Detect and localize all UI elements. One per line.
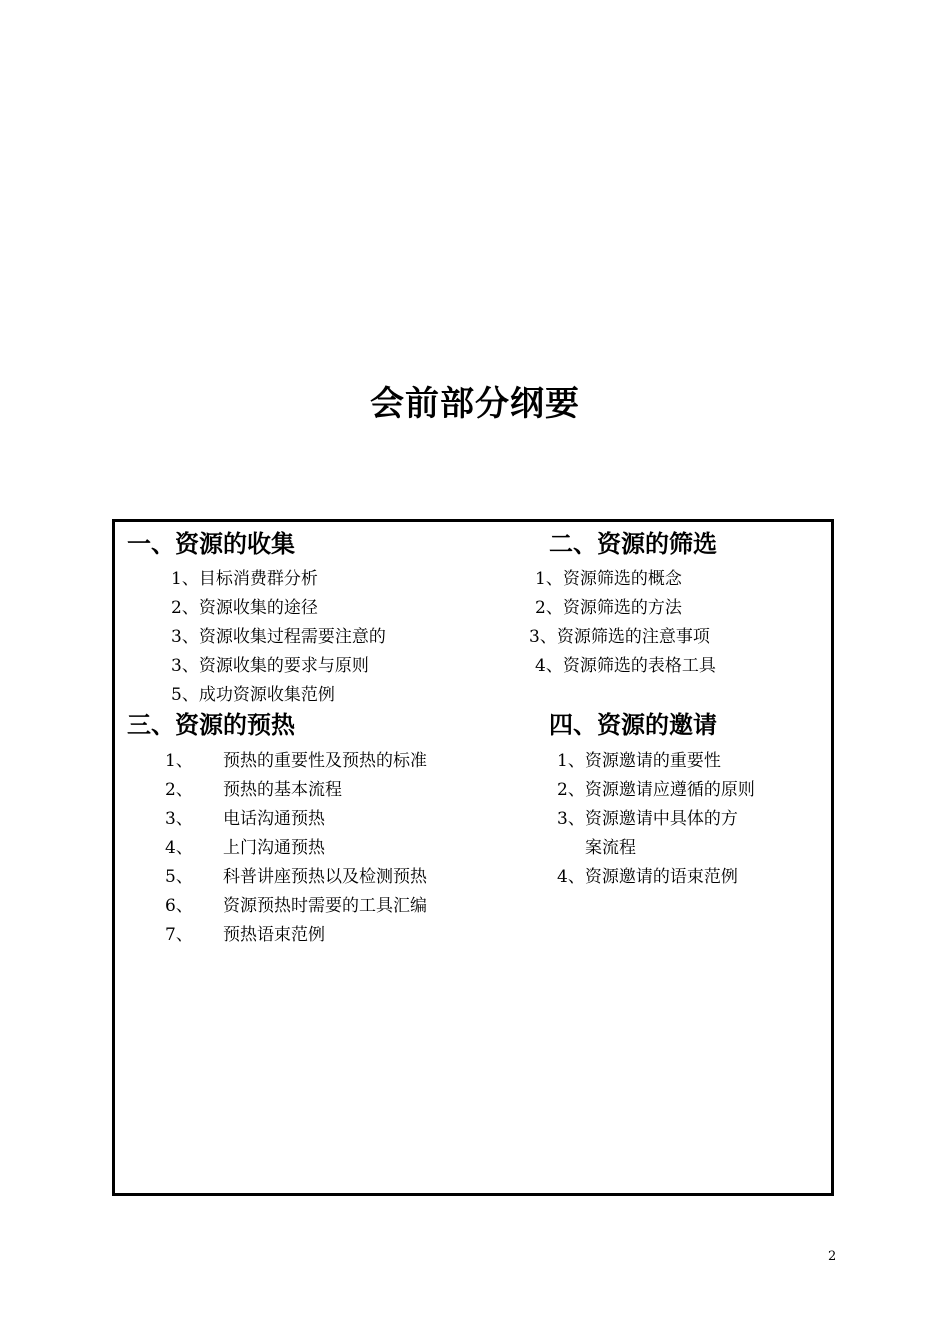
item-number: 3、 (165, 809, 193, 829)
list-item (165, 923, 325, 947)
item-text: 预热的重要性及预热的标准 (223, 751, 427, 771)
list-item: 3、资源收集的要求与原则 (171, 656, 369, 676)
section-heading-invitation: 四、资源的邀请 (549, 711, 717, 739)
item-text: 预热的基本流程 (223, 780, 342, 800)
item-text: 预热语束范例 (223, 925, 325, 945)
outline-box (112, 519, 834, 1196)
item-number: 4、 (165, 838, 193, 858)
list-item: 4、资源筛选的表格工具 (535, 656, 716, 676)
list-item (165, 807, 325, 831)
list-item (165, 836, 325, 860)
list-item: 2、资源邀请应遵循的原则 (557, 780, 755, 800)
item-text: 电话沟通预热 (223, 809, 325, 829)
page-title: 会前部分纲要 (370, 384, 580, 424)
list-item: 案流程 (585, 838, 636, 858)
list-item: 3、资源收集过程需要注意的 (171, 627, 386, 647)
item-number: 6、 (165, 896, 193, 916)
section-heading-collection: 一、资源的收集 (127, 530, 295, 558)
list-item (165, 778, 342, 802)
section-heading-screening: 二、资源的筛选 (549, 530, 717, 558)
list-item (165, 749, 427, 773)
list-item: 1、资源邀请的重要性 (557, 751, 721, 771)
list-item (165, 894, 427, 918)
item-text: 资源预热时需要的工具汇编 (223, 896, 427, 916)
section-heading-preheat: 三、资源的预热 (127, 711, 295, 739)
list-item: 3、资源筛选的注意事项 (529, 627, 710, 647)
item-number: 7、 (165, 925, 193, 945)
item-text: 上门沟通预热 (223, 838, 325, 858)
list-item: 1、资源筛选的概念 (535, 569, 682, 589)
item-number: 1、 (165, 751, 193, 771)
list-item: 2、资源收集的途径 (171, 598, 318, 618)
list-item: 3、资源邀请中具体的方 (557, 809, 738, 829)
item-number: 2、 (165, 780, 193, 800)
item-number: 5、 (165, 867, 193, 887)
list-item: 5、成功资源收集范例 (171, 685, 335, 705)
list-item: 2、资源筛选的方法 (535, 598, 682, 618)
list-item (165, 865, 427, 889)
list-item: 1、目标消费群分析 (171, 569, 318, 589)
list-item: 4、资源邀请的语束范例 (557, 867, 738, 887)
item-text: 科普讲座预热以及检测预热 (223, 867, 427, 887)
page-number: 2 (828, 1249, 837, 1264)
